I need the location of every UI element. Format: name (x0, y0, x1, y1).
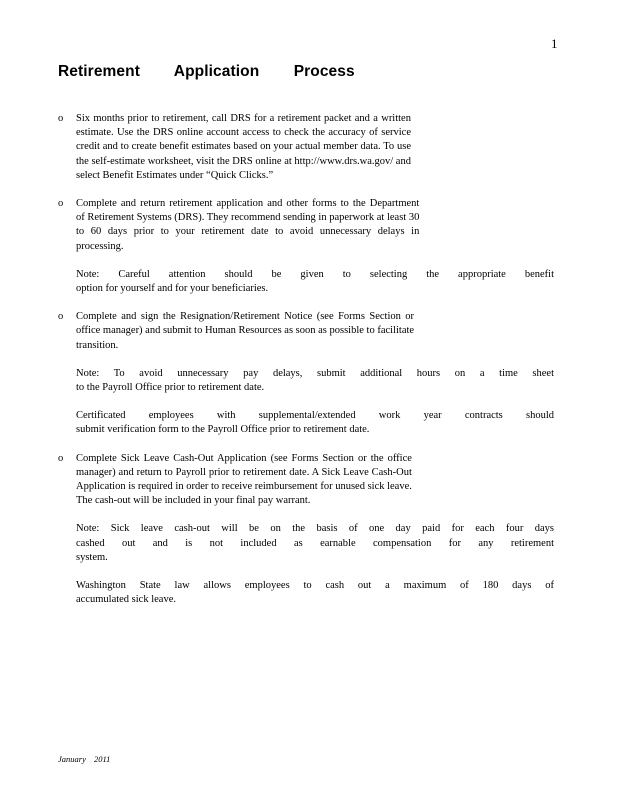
note-paragraph (76, 522, 554, 565)
text-line: office manager) and submit to Human Resources as soon as possible to facilitate (76, 325, 415, 337)
text-line: Six months prior to retirement, call DRS for a retirement packet and a written (76, 113, 411, 124)
list-item (58, 310, 554, 353)
text-line: credit and to create benefit estimates based on your actual member data. To use (76, 141, 411, 153)
text-line: processing. (76, 240, 124, 252)
text-line: Complete Sick Leave Cash-Out Application (see Forms Section or the office (76, 452, 412, 464)
washington-paragraph (76, 579, 554, 607)
document-title: Retirement Application Process (58, 63, 355, 80)
text-line: to 60 days prior to your retirement date to avoid unnecessary delays in (76, 226, 420, 238)
text-line: Note: Sick leave cash-out will be on the basis of one day paid for each four days (76, 523, 554, 535)
text-line: option for yourself and for your beneficiaries. (76, 283, 269, 295)
text-line: transition. (76, 339, 119, 351)
list-item-text (76, 310, 414, 353)
text-line: system. (76, 551, 108, 563)
page-number: 1 (551, 36, 558, 51)
note-paragraph (76, 367, 554, 395)
text-line: Note: To avoid unnecessary pay delays, submit additional hours on a time sheet (76, 367, 554, 379)
text-line: Complete and sign the Resignation/Retirement Notice (see Forms Section or (76, 311, 415, 323)
text-line: the self-estimate worksheet, visit the DRS online at http://www.drs.wa.gov/ and (76, 155, 411, 167)
list-item-text (76, 452, 412, 509)
text-line: Application is required in order to receive reimbursement for unused sick leave. (76, 481, 412, 493)
text-line: estimate. Use the DRS online account access to check the accuracy of service (76, 127, 411, 139)
list-item (58, 112, 554, 183)
text-line: The cash-out will be included in your final pay warrant. (76, 495, 311, 507)
text-line: to the Payroll Office prior to retirement date. (76, 382, 265, 394)
bullet-marker: o (58, 452, 64, 464)
list-item (58, 452, 554, 509)
note-paragraph (76, 268, 554, 296)
text-line: cashed out and is not included as earnable compensation for any retirement (76, 537, 554, 549)
list-item-text (76, 112, 411, 183)
list-item (58, 197, 554, 254)
list-item-text (76, 197, 419, 254)
footer-date: January 2011 (58, 754, 111, 764)
text-line: Certificated employees with supplemental/extended work year contracts should (76, 410, 554, 422)
text-line: Note: Careful attention should be given to selecting the appropriate benefit (76, 268, 554, 280)
text-line: accumulated sick leave. (76, 594, 176, 606)
bullet-marker: o (58, 311, 64, 323)
text-line: select Benefit Estimates under “Quick Clicks.” (76, 169, 274, 181)
certificated-paragraph (76, 409, 554, 437)
text-line: manager) and return to Payroll prior to retirement date. A Sick Leave Cash-Out (76, 466, 412, 478)
bullet-marker: o (58, 198, 64, 210)
text-line: submit verification form to the Payroll Office prior to retirement date. (76, 424, 370, 436)
text-line: of Retirement Systems (DRS). They recommend sending in paperwork at least 30 (76, 212, 420, 224)
text-line: Washington State law allows employees to cash out a maximum of 180 days of (76, 580, 554, 592)
bullet-marker: o (58, 113, 64, 124)
document-body (58, 112, 554, 621)
text-line: Complete and return retirement application and other forms to the Department (76, 198, 420, 210)
